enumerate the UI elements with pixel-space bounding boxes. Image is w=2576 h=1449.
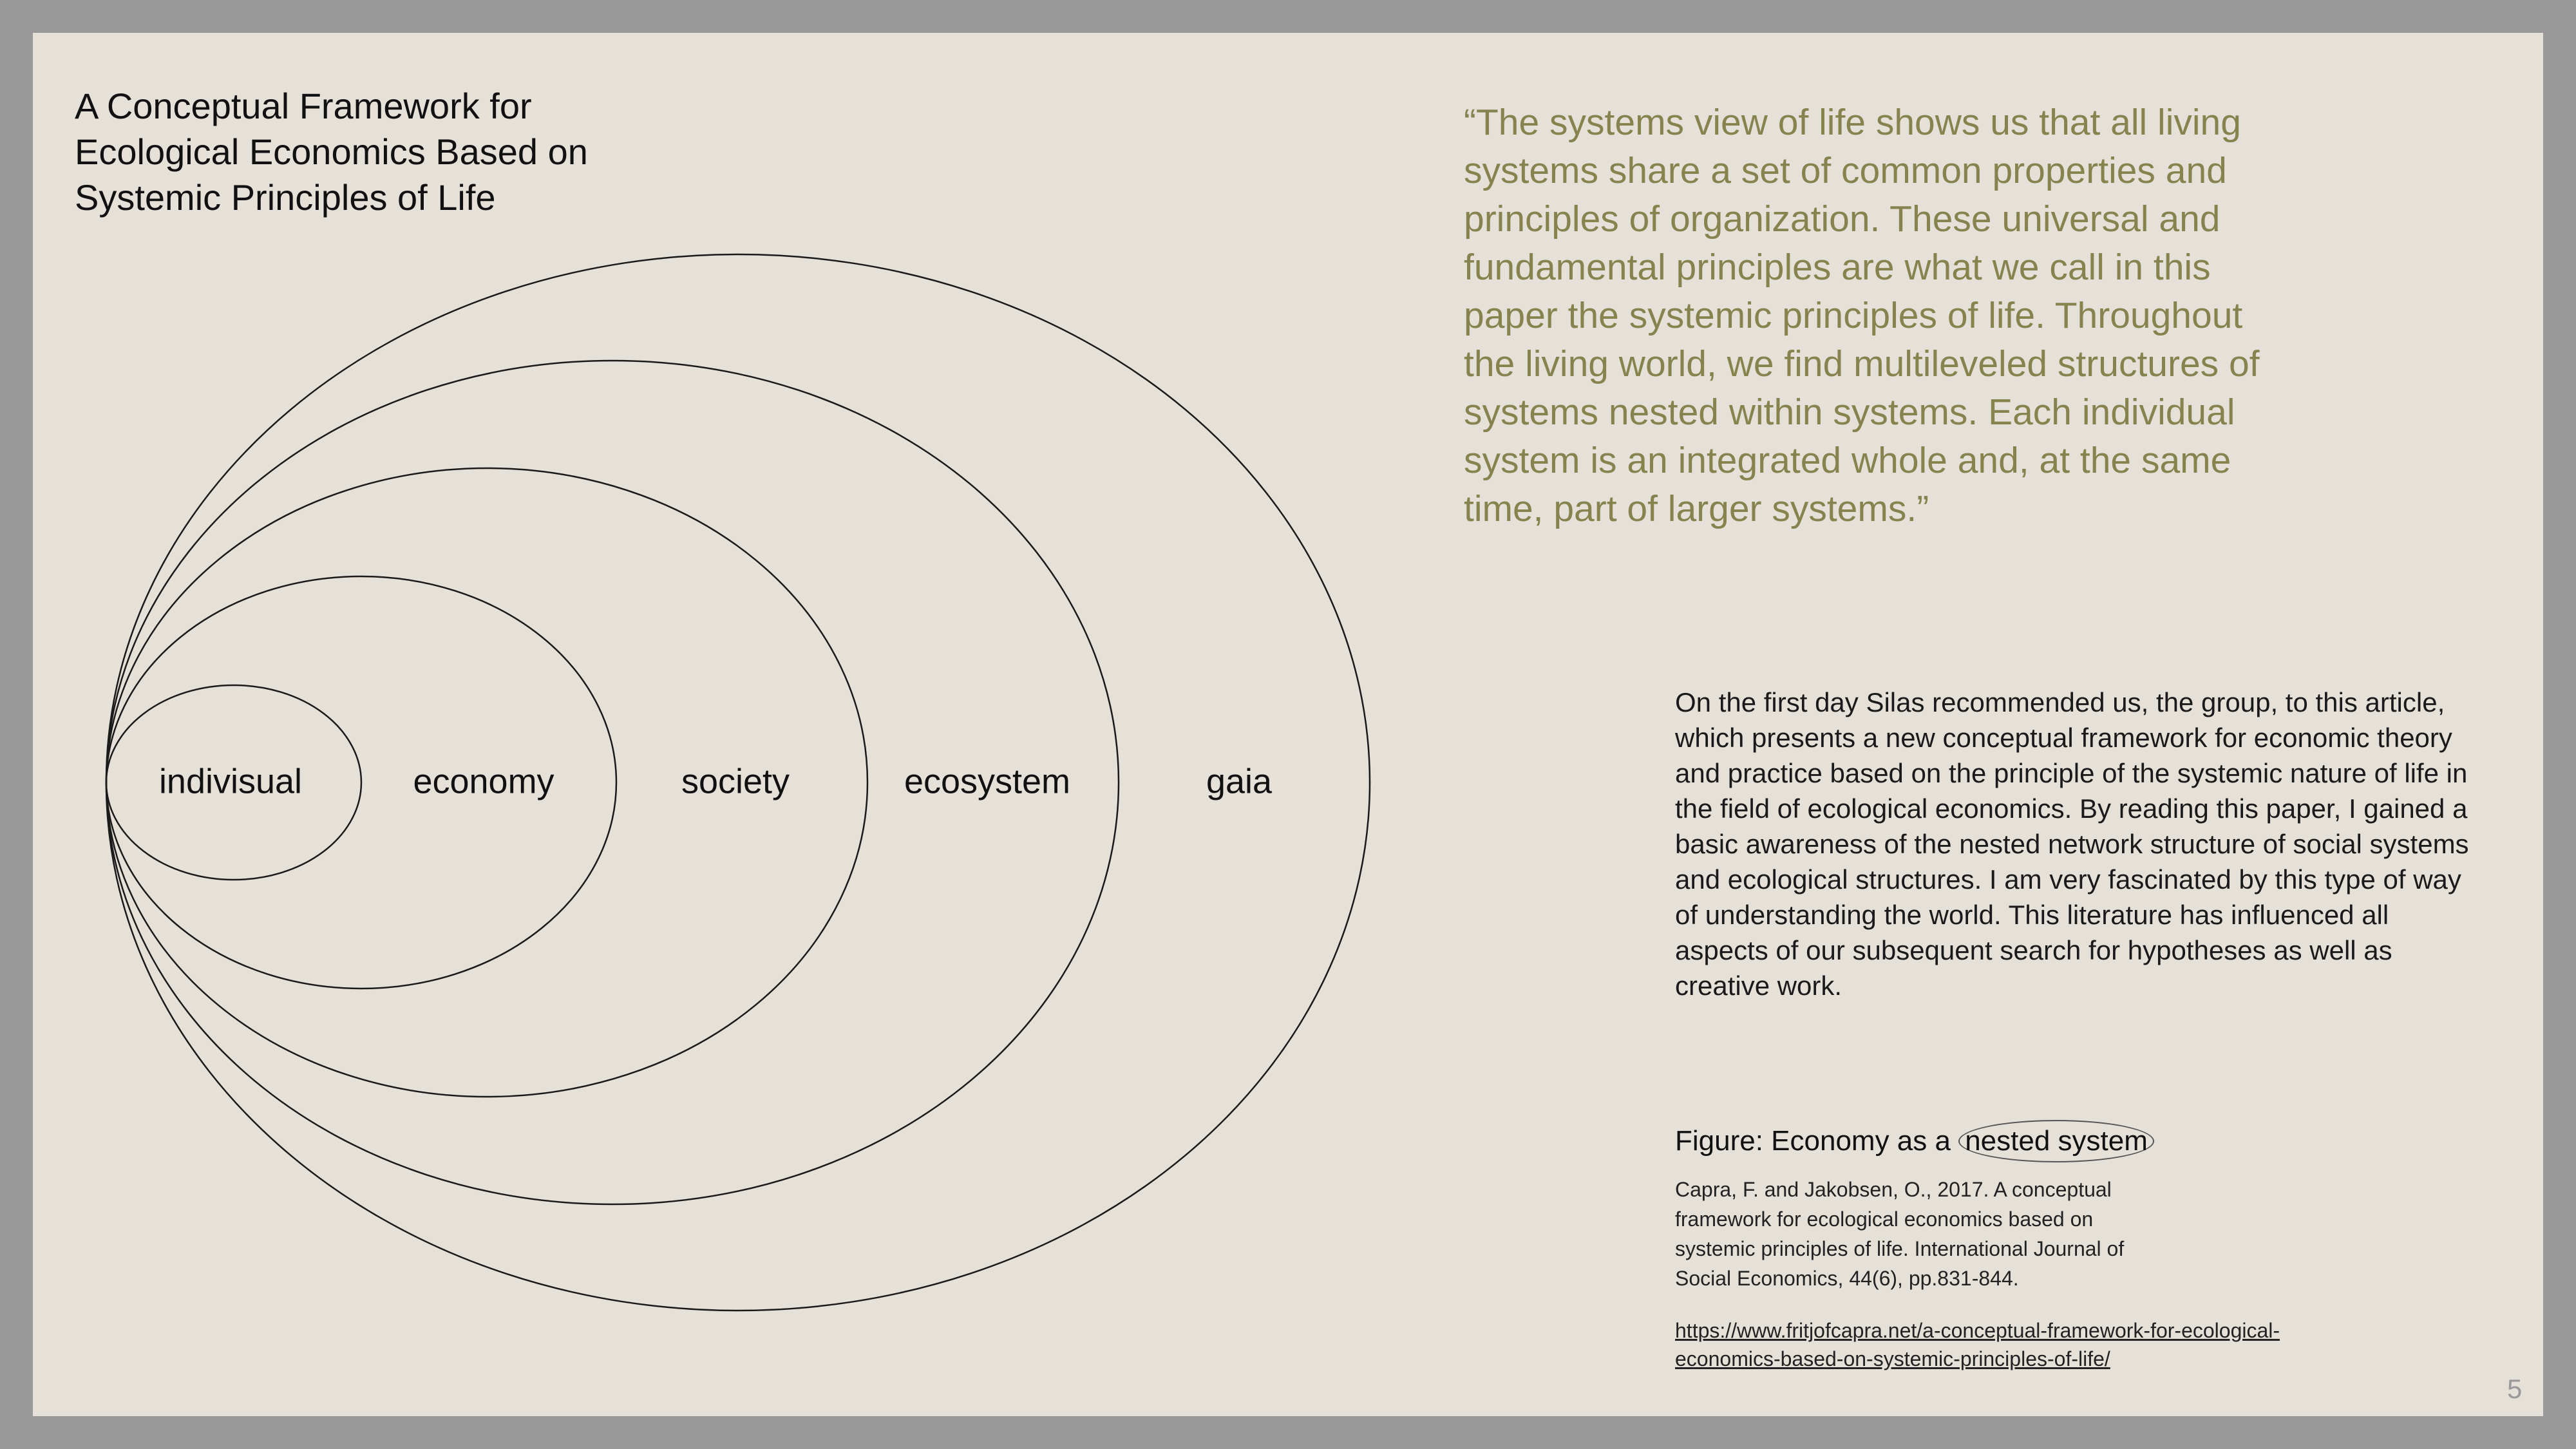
figure-caption	[1675, 1120, 2154, 1162]
page-number: 5	[2507, 1374, 2523, 1404]
level-label-society: society	[681, 762, 790, 801]
caption-highlight: nested system	[1958, 1120, 2154, 1162]
source-link[interactable]: https://www.fritjofcapra.net/a-conceptual-framework-for-ecological-economics-based-on-systemic-principles-of-life/	[1675, 1319, 2280, 1370]
caption-prefix: Figure: Economy as a	[1675, 1125, 1959, 1157]
level-label-individual: indivisual	[158, 762, 303, 801]
level-label-economy: economy	[413, 762, 554, 801]
citation: Capra, F. and Jakobsen, O., 2017. A conceptual framework for ecological economics based on systemic principles of life. International Journal of Social Economics, 44(6), pp.831-844.	[1675, 1178, 2125, 1290]
level-label-ecosystem: ecosystem	[904, 762, 1071, 801]
level-label-gaia: gaia	[1206, 762, 1273, 801]
pull-quote: “The systems view of life shows us that all living systems share a set of common properties and principles of organization. These universal and fundamental principles are what we call in this paper the systemic principles of life. Throughout the living world, we find multileveled structures of systems nested within systems. Each individual system is an integrated whole and, at the same time, part of larger systems.”	[1464, 102, 2260, 529]
slide-title: A Conceptual Framework for Ecological Economics Based on Systemic Principles of Life	[75, 86, 588, 218]
nested-systems-diagram	[33, 33, 1450, 1416]
slide	[33, 33, 2543, 1416]
body-paragraph: On the first day Silas recommended us, the group, to this article, which presents a new conceptual framework for economic theory and practice based on the principle of the systemic nature of life in the field of ecological economics. By reading this paper, I gained a basic awareness of the nested network structure of social systems and ecological structures. I am very fascinated by this type of way of understanding the world. This literature has influenced all aspects of our subsequent search for hypotheses as well as creative work.	[1675, 687, 2469, 1001]
